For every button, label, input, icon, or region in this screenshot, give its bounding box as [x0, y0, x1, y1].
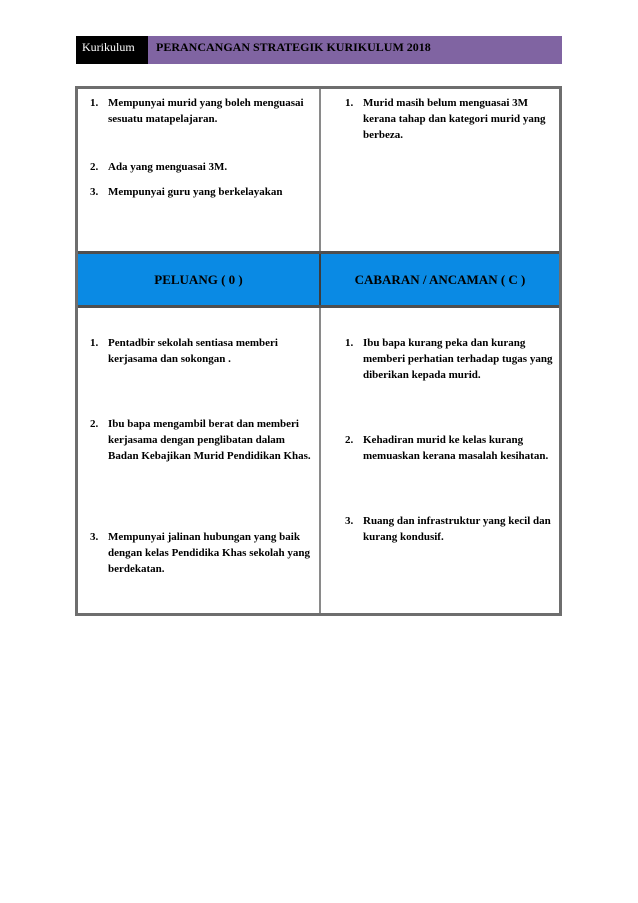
- item-text: Mempunyai murid yang boleh menguasai sesuatu matapelajaran.: [108, 97, 304, 125]
- threat-item: [345, 335, 553, 383]
- item-number: 1.: [345, 97, 354, 109]
- heading-row: [78, 254, 559, 308]
- item-text: Ruang dan infrastruktur yang kecil dan kurang kondusif.: [363, 515, 551, 543]
- item-number: 3.: [90, 186, 99, 198]
- strengths-cell: [78, 89, 321, 251]
- opportunities-threats-row: [78, 308, 559, 613]
- header-section-label: Kurikulum: [76, 36, 148, 64]
- strength-item: [90, 159, 313, 175]
- swot-table: [75, 86, 562, 616]
- threats-heading: CABARAN / ANCAMAN ( C ): [354, 271, 526, 287]
- threats-cell: [321, 308, 559, 613]
- item-text: Murid masih belum menguasai 3M kerana tahap dan kategori murid yang berbeza.: [363, 97, 546, 141]
- item-text: Kehadiran murid ke kelas kurang memuaskan kerana masalah kesihatan.: [363, 434, 549, 462]
- item-number: 2.: [90, 418, 99, 430]
- threat-item: [345, 432, 553, 464]
- page-header: [76, 36, 562, 64]
- opportunities-heading: PELUANG ( 0 ): [78, 254, 321, 305]
- opportunities-cell: [78, 308, 321, 613]
- item-number: 2.: [345, 434, 354, 446]
- item-number: 1.: [345, 337, 354, 349]
- strength-item: [90, 95, 313, 127]
- item-text: Mempunyai jalinan hubungan yang baik dengan kelas Pendidika Khas sekolah yang berdekatan.: [108, 531, 311, 575]
- item-text: Mempunyai guru yang berkelayakan: [108, 186, 283, 198]
- threat-item: [345, 513, 553, 545]
- strengths-weaknesses-row: [78, 89, 559, 254]
- opportunity-item: [90, 335, 313, 367]
- item-text: Ibu bapa kurang peka dan kurang memberi perhatian terhadap tugas yang diberikan kepada murid.: [363, 337, 553, 381]
- opportunity-item: [90, 416, 313, 464]
- weaknesses-cell: [321, 89, 559, 251]
- item-number: 1.: [90, 97, 99, 109]
- item-text: Ibu bapa mengambil berat dan memberi kerjasama dengan penglibatan dalam Badan Kebajikan Murid Pendidikan Khas.: [108, 418, 311, 462]
- item-number: 3.: [90, 531, 99, 543]
- strength-item: [90, 184, 313, 200]
- item-text: Ada yang menguasai 3M.: [108, 161, 228, 173]
- header-title: PERANCANGAN STRATEGIK KURIKULUM 2018: [148, 36, 562, 64]
- item-number: 2.: [90, 161, 99, 173]
- opportunity-item: [90, 529, 313, 577]
- item-text: Pentadbir sekolah sentiasa memberi kerjasama dan sokongan .: [108, 337, 278, 365]
- item-number: 3.: [345, 515, 354, 527]
- weakness-item: [345, 95, 553, 143]
- item-number: 1.: [90, 337, 99, 349]
